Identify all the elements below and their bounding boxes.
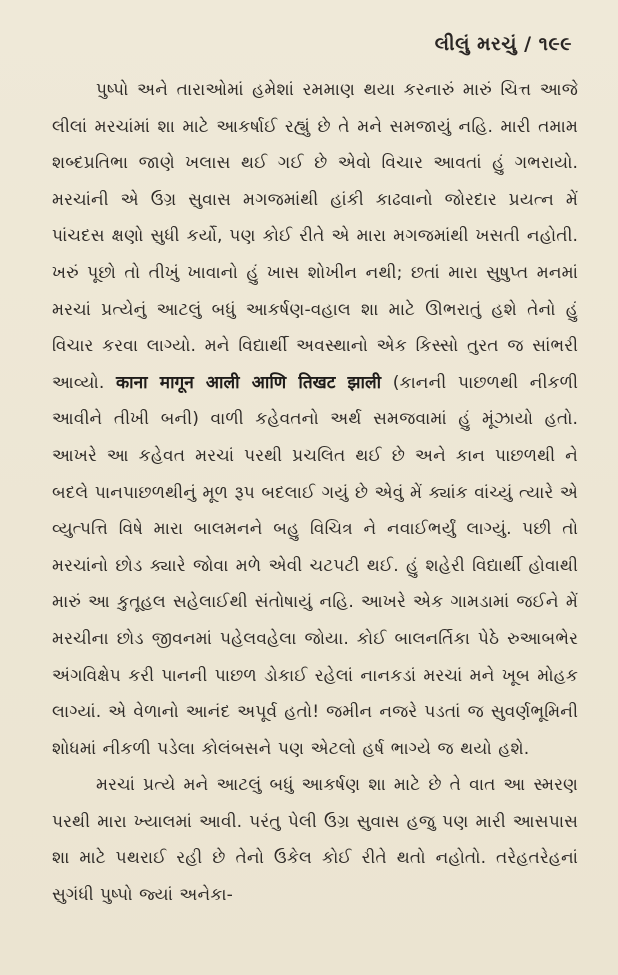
running-head: લીલું મરચું / ૧૯૯ [434, 33, 572, 55]
paragraph-2 [52, 767, 578, 913]
paragraph-1 [52, 72, 578, 767]
body-text [52, 72, 578, 914]
paragraph-1-text-after: (કાનની પાછળથી નીકળી આવીને તીખી બની) વાળી કહેવતનો અર્થ સમજવામાં હું મૂંઝાયો હતો. આખરે આ કહેવત મરચાં પરથી પ્રચલિત થઈ છે અને કાન પાછળથી ને બદલે પાનપાછળથીનું મૂળ રૂપ બદલાઈ ગયું છે એવું મેં ક્યાંક વાંચ્યું ત્યારે એ વ્યુત્પત્તિ વિષે મારા બાલમનને બહુ વિચિત્ર ને નવાઈભર્યું લાગ્યું. પછી તો મરચાંનો છોડ ક્યારે જોવા મળે એવી ચટપટી થઈ. હું શહેરી વિદ્યાર્થી હોવાથી મારું આ કુતૂહલ સહેલાઈથી સંતોષાયું નહિ. આખરે એક ગામડામાં જઈને મેં મરચીના છોડ જીવનમાં પહેલવહેલા જોયા. કોઈ બાલનર્તિકા પેઠે રુઆબભેર અંગવિક્ષેપ કરી પાનની પાછળ ડોકાઈ રહેલાં નાનકડાં મરચાં મને ખૂબ મોહક લાગ્યાં. એ વેળાનો આનંદ અપૂર્વ હતો! જમીન નજરે પડતાં જ સુવર્ણભૂમિની શોધમાં નીકળી પડેલા કોલંબસને પણ એટલો હર્ષ ભાગ્યે જ થયો હશે. [52, 372, 578, 759]
marathi-proverb: काना मागून आली आणि तिखट झाली [115, 372, 382, 393]
paragraph-2-text: મરચાં પ્રત્યે મને આટલું બધું આકર્ષણ શા માટે છે તે વાત આ સ્મરણ પરથી મારા ખ્યાલમાં આવી. પરંતુ પેલી ઉગ્ર સુવાસ હજુ પણ મારી આસપાસ શા માટે પથરાઈ રહી છે તેનો ઉકેલ કોઈ રીતે થતો નહોતો. તરેહતરેહનાં સુગંધી પુષ્પો જ્યાં અનેકા- [52, 775, 578, 906]
paragraph-1-text-before: પુષ્પો અને તારાઓમાં હમેશાં રમમાણ થયા કરનારું મારું ચિત્ત આજે લીલાં મરચાંમાં શા માટે આકર્ષાઈ રહ્યું છે તે મને સમજાયું નહિ. મારી તમામ શબ્દપ્રતિભા જાણે ખલાસ થઈ ગઈ છે એવો વિચાર આવતાં હું ગભરાયો. મરચાંની એ ઉગ્ર સુવાસ મગજમાંથી હાંકી કાઢવાનો જોરદાર પ્રયત્ન મેં પાંચદસ ક્ષણો સુધી કર્યો, પણ કોઈ રીતે એ મારા મગજમાંથી ખસતી નહોતી. ખરું પૂછો તો તીખું ખાવાનો હું ખાસ શોખીન નથી; છતાં મારા સુષુપ્ત મનમાં મરચાં પ્રત્યેનું આટલું બધું આકર્ષણ-વહાલ શા માટે ઊભરાતું હશે તેનો હું વિચાર કરવા લાગ્યો. મને વિદ્યાર્થી અવસ્થાનો એક કિસ્સો તુરત જ સાંભરી આવ્યો. [52, 80, 578, 393]
